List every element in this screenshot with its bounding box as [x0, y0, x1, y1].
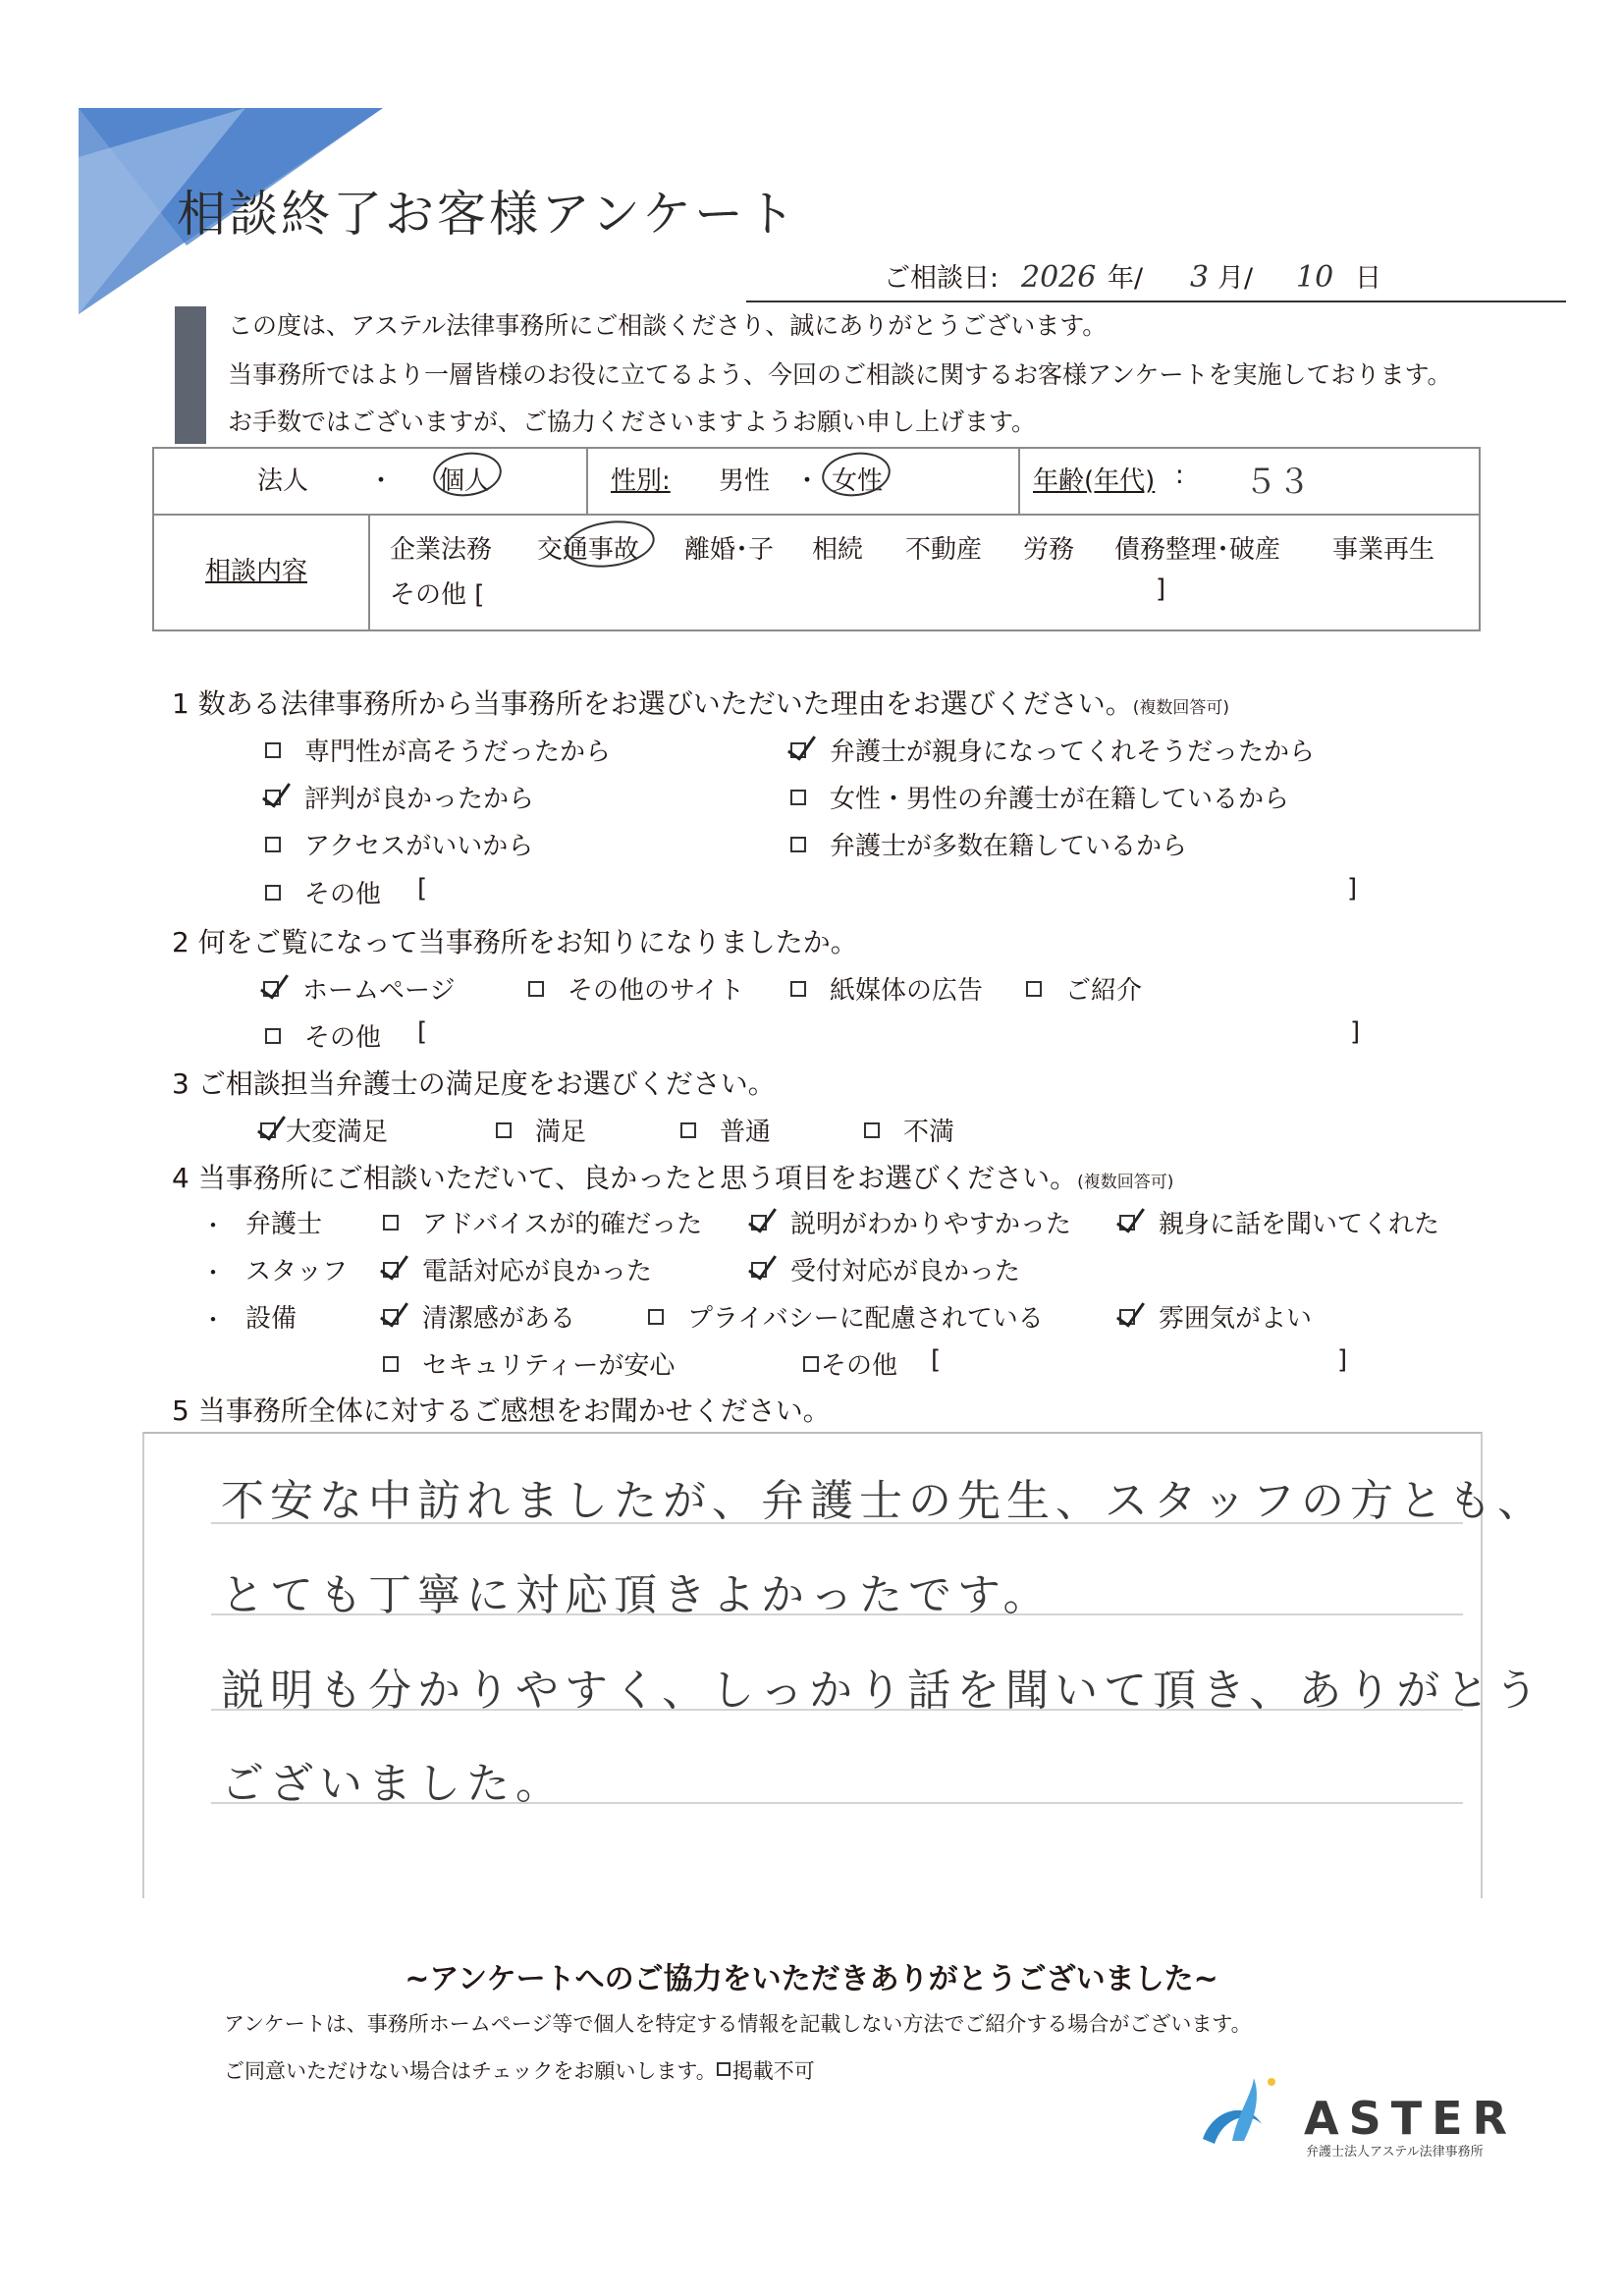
checkbox-checked-icon[interactable]: [751, 1215, 767, 1230]
q4-option-other[interactable]: その他: [803, 1345, 897, 1382]
intro-line: この度は、アステル法律事務所にご相談くださり、誠にありがとうございます。: [228, 311, 1108, 340]
q2-option[interactable]: 紙媒体の広告: [790, 970, 983, 1007]
date-month-unit: 月/: [1217, 263, 1254, 294]
checkbox-icon[interactable]: [265, 742, 281, 758]
checkbox-icon[interactable]: [265, 885, 281, 901]
checkbox-icon[interactable]: [648, 1309, 664, 1325]
q4-option[interactable]: セキュリティーが安心: [383, 1345, 675, 1382]
age-colon: :: [1175, 461, 1184, 490]
checkbox-icon[interactable]: [790, 981, 806, 997]
thanks-message: ~アンケートへのご協力をいただきありがとうございました~: [405, 1962, 1218, 1996]
age-value[interactable]: ５３: [1244, 463, 1311, 502]
consult-item[interactable]: 事業再生: [1332, 535, 1435, 565]
q4-option[interactable]: プライバシーに配慮されている: [648, 1298, 1044, 1335]
consult-item[interactable]: 企業法務: [390, 535, 493, 565]
checkbox-icon[interactable]: [383, 1215, 399, 1230]
consult-item[interactable]: 不動産: [905, 535, 983, 565]
q2-option-other[interactable]: その他: [265, 1017, 381, 1054]
checkbox-checked-icon[interactable]: [1119, 1309, 1135, 1325]
q3-option[interactable]: 大変満足: [260, 1112, 388, 1148]
intro-line: お手数ではございますが、ご協力くださいますようお願い申し上げます。: [228, 408, 1037, 436]
q4-option[interactable]: 電話対応が良かった: [383, 1251, 652, 1287]
footer-note: ご同意いただけない場合はチェックをお願いします。 掲載不可: [224, 2059, 815, 2083]
q4-group-label: スタッフ: [245, 1257, 349, 1286]
question-1-title: 1 数ある法律事務所から当事務所をお選びいただいた理由をお選びください。(複数回答可): [172, 687, 1229, 720]
checkbox-checked-icon[interactable]: [383, 1309, 399, 1325]
q4-option[interactable]: 受付対応が良かった: [751, 1251, 1020, 1287]
checkbox-checked-icon[interactable]: [383, 1262, 399, 1278]
q1-option-other[interactable]: その他: [265, 874, 381, 910]
checkbox-icon[interactable]: [717, 2062, 730, 2076]
q3-option[interactable]: 不満: [864, 1112, 954, 1148]
q2-option[interactable]: ご紹介: [1026, 970, 1142, 1007]
question-3-title: 3 ご相談担当弁護士の満足度をお選びください。: [172, 1067, 776, 1100]
q2-option[interactable]: ホームページ: [263, 970, 455, 1007]
checkbox-checked-icon[interactable]: [790, 742, 806, 758]
q4-option[interactable]: 説明がわかりやすかった: [751, 1204, 1071, 1240]
gender-label: 性別:: [611, 466, 671, 496]
comment-line: 説明も分かりやすく、しっかり話を聞いて頂き、ありがとう: [221, 1666, 1544, 1716]
type-corporate[interactable]: 法人: [257, 466, 309, 496]
q1-option[interactable]: 弁護士が親身になってくれそうだったから: [790, 732, 1315, 768]
q1-option[interactable]: 評判が良かったから: [265, 779, 534, 815]
age-label: 年齢(年代): [1033, 466, 1156, 496]
q2-option[interactable]: その他のサイト: [528, 970, 744, 1007]
question-2-title: 2 何をご覧になって当事務所をお知りになりましたか。: [172, 926, 858, 958]
q4-option[interactable]: アドバイスが的確だった: [383, 1204, 702, 1240]
gender-male[interactable]: 男性: [719, 466, 771, 496]
q4-group-label: 設備: [245, 1304, 298, 1334]
date-year-unit: 年/: [1108, 263, 1144, 294]
consult-other-close: ]: [1156, 574, 1166, 604]
q1-option[interactable]: 弁護士が多数在籍しているから: [790, 826, 1187, 862]
type-separator: ・: [368, 466, 395, 496]
checkbox-icon[interactable]: [790, 837, 806, 852]
gender-separator: ・: [794, 466, 821, 496]
consult-item[interactable]: 相続: [812, 535, 864, 565]
q1-option[interactable]: 専門性が高そうだったから: [265, 732, 611, 768]
info-table: [152, 447, 1481, 631]
page-title: 相談終了お客様アンケート: [177, 186, 798, 243]
date-month[interactable]: 3: [1190, 260, 1210, 295]
q1-option[interactable]: アクセスがいいから: [265, 826, 533, 862]
question-4-title: 4 当事務所にご相談いただいて、良かったと思う項目をお選びください。(複数回答可): [172, 1162, 1174, 1194]
checkbox-icon[interactable]: [864, 1122, 880, 1138]
checkbox-icon[interactable]: [265, 837, 281, 852]
checkbox-icon[interactable]: [496, 1122, 512, 1138]
checkbox-checked-icon[interactable]: [260, 1122, 276, 1138]
checkbox-icon[interactable]: [803, 1356, 819, 1372]
date-day-unit: 日: [1355, 263, 1381, 294]
checkbox-icon[interactable]: [1026, 981, 1042, 997]
q4-group-label: 弁護士: [245, 1210, 323, 1239]
comment-line: 不安な中訪れましたが、弁護士の先生、スタッフの方とも、: [221, 1476, 1546, 1526]
q3-option[interactable]: 満足: [496, 1112, 586, 1148]
date-day[interactable]: 10: [1296, 260, 1334, 295]
date-year[interactable]: 2026: [1021, 260, 1097, 295]
consult-item[interactable]: 交通事故: [537, 535, 640, 565]
aster-logo-subtitle: 弁護士法人アステル法律事務所: [1306, 2145, 1484, 2159]
bullet: ・: [201, 1306, 225, 1334]
date-label: ご相談日:: [884, 263, 1000, 294]
checkbox-icon[interactable]: [528, 981, 544, 997]
checkbox-checked-icon[interactable]: [263, 981, 279, 997]
bracket-close: ]: [1337, 1345, 1348, 1375]
bullet: ・: [201, 1259, 225, 1286]
bracket-close: ]: [1350, 1017, 1361, 1047]
q4-option[interactable]: 親身に話を聞いてくれた: [1119, 1204, 1439, 1240]
consult-other-label[interactable]: その他 [: [390, 580, 485, 610]
checkbox-icon[interactable]: [790, 790, 806, 805]
checkbox-icon[interactable]: [383, 1356, 399, 1372]
q3-option[interactable]: 普通: [680, 1112, 771, 1148]
bracket-open: [: [931, 1345, 942, 1375]
comment-line: とても丁寧に対応頂きよかったです。: [221, 1570, 1053, 1620]
bracket-open: [: [417, 1017, 428, 1047]
bracket-open: [: [417, 874, 428, 903]
type-individual[interactable]: 個人: [439, 466, 491, 496]
q4-option[interactable]: 雰囲気がよい: [1119, 1298, 1312, 1335]
checkbox-checked-icon[interactable]: [265, 790, 281, 805]
q1-option[interactable]: 女性・男性の弁護士が在籍しているから: [790, 779, 1289, 815]
consult-label: 相談内容: [205, 557, 308, 586]
gender-female[interactable]: 女性: [832, 466, 884, 496]
consult-item[interactable]: 債務整理･破産: [1114, 535, 1281, 565]
bracket-close: ]: [1347, 874, 1358, 903]
consult-date-row: [746, 257, 1566, 302]
checkbox-checked-icon[interactable]: [751, 1262, 767, 1278]
intro-line: 当事務所ではより一層皆様のお役に立てるよう、今回のご相談に関するお客様アンケートを実施しております。: [228, 360, 1452, 389]
question-5-title: 5 当事務所全体に対するご感想をお聞かせください。: [172, 1394, 831, 1427]
footer-note: アンケートは、事務所ホームページ等で個人を特定する情報を記載しない方法でご紹介する場合がございます。: [224, 2012, 1252, 2036]
checkbox-checked-icon[interactable]: [1119, 1215, 1135, 1230]
aster-logo-text: ASTER: [1304, 2092, 1517, 2145]
comment-line: ございました。: [221, 1759, 565, 1809]
q4-option[interactable]: 清潔感がある: [383, 1298, 575, 1335]
consult-item[interactable]: 労務: [1023, 535, 1075, 565]
aster-logo-icon: [1193, 2070, 1291, 2149]
checkbox-icon[interactable]: [265, 1028, 281, 1044]
checkbox-icon[interactable]: [680, 1122, 696, 1138]
consult-item[interactable]: 離婚･子: [684, 535, 775, 565]
intro-accent-bar: [175, 306, 206, 444]
bullet: ・: [201, 1212, 225, 1239]
